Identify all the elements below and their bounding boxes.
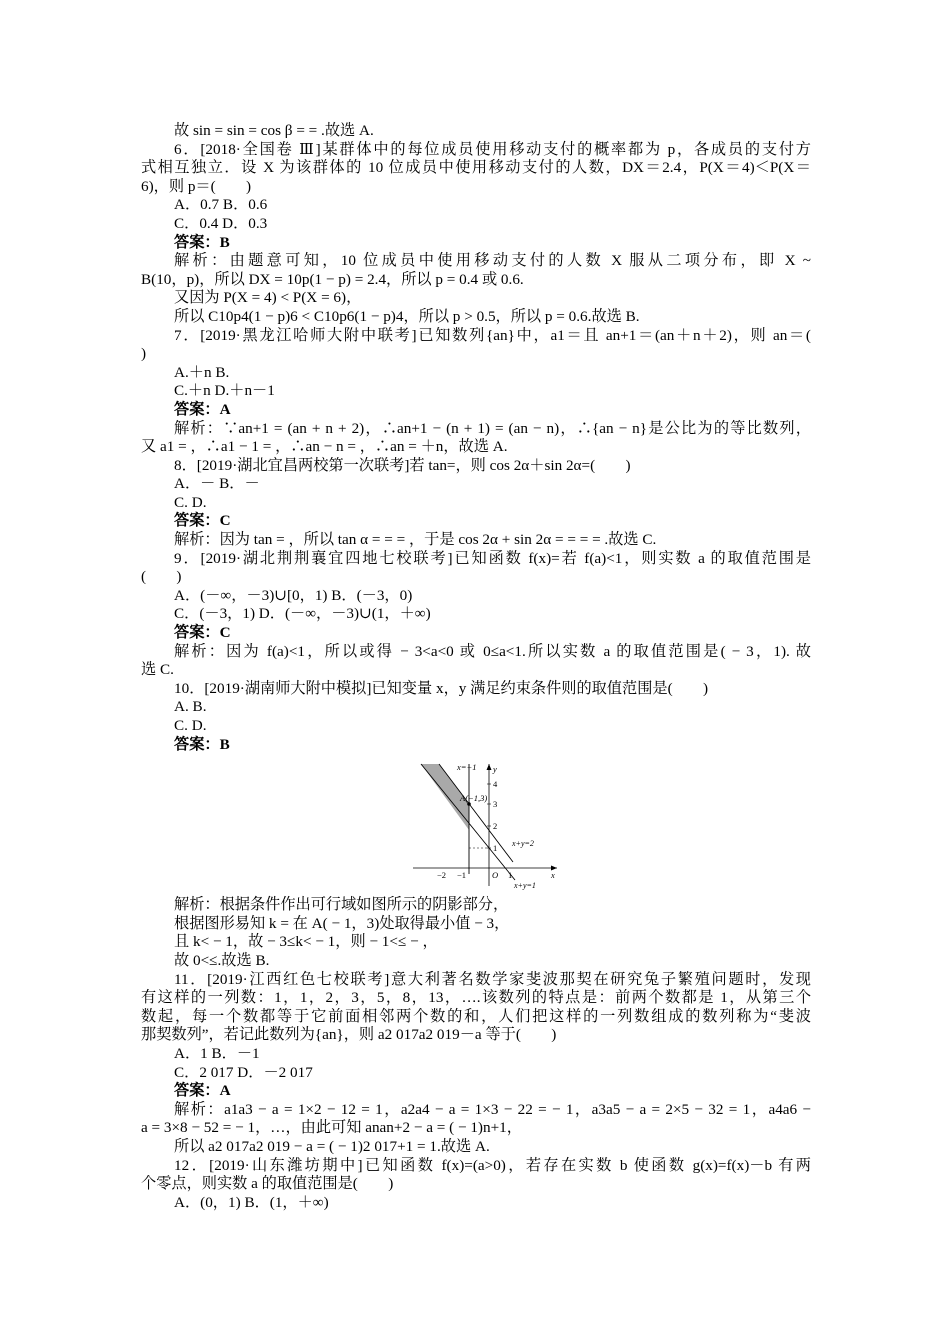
x-axis-label: x	[551, 870, 555, 881]
analysis-line: 解析：∵an+1 = (an + n + 2)，∴an+1 − (n + 1) = (an − n)，∴{an − n}是公比为的等比数列，	[174, 419, 811, 437]
text-line: 根据图形易知 k = 在 A( − 1，3)处取得最小值 − 3，	[174, 914, 510, 932]
y-tick-label: 1	[493, 843, 498, 854]
y-tick-label: 3	[493, 799, 498, 810]
option-line: A．0.7 B．0.6	[174, 196, 268, 214]
option-line: A．(0，1) B．(1，＋∞)	[174, 1193, 329, 1211]
text-line: 式相互独立．设 X 为该群体的 10 位成员中使用移动支付的人数，DX＝2.4，P(X＝4)＜P(X＝	[141, 159, 811, 177]
text-line: 那契数列”，若记此数列为{an}，则 a2 017a2 019－a 等于( )	[141, 1026, 557, 1044]
option-line: C. D.	[174, 493, 207, 511]
y-tick-label: 2	[493, 821, 498, 832]
text-line: 故 0<≤.故选 B.	[174, 951, 270, 969]
analysis-line: 解析：因为 f(a)<1，所以或得 − 3<a<0 或 0≤a<1.所以实数 a 的取值范围是( − 3，1). 故	[174, 642, 811, 660]
option-line: C．0.4 D．0.3	[174, 214, 268, 232]
y-axis-label: y	[493, 764, 497, 775]
question-7-stem: 7．[2019·黑龙江哈师大附中联考]已知数列{an}中，a1＝且 an+1＝(an＋n＋2)，则 an＝(	[174, 326, 811, 344]
text-line: 个零点，则实数 a 的取值范围是( )	[141, 1175, 394, 1193]
point-a-label: A(−1,3)	[460, 793, 488, 804]
question-8-stem: 8．[2019·湖北宜昌两校第一次联考]若 tan=，则 cos 2α＋sin 2α=( )	[174, 456, 631, 474]
text-line: 数起，每一个数都等于它前面相邻两个数的和，人们把这样的一列数组成的数列称为“斐波	[141, 1007, 811, 1025]
question-11-stem: 11．[2019·江西红色七校联考]意大利著名数学家斐波那契在研究兔子繁殖问题时，发现	[174, 970, 811, 988]
text-line: 所以 C10p4(1 − p)6 < C10p6(1 − p)4，所以 p > 0.5，所以 p = 0.6.故选 B.	[174, 307, 640, 325]
x-tick-label: 1	[508, 870, 513, 881]
text-line: ( )	[141, 568, 182, 586]
analysis-line: 解析：由题意可知，10 位成员中使用移动支付的人数 X 服从二项分布，即 X ~	[174, 252, 811, 270]
option-line: A.＋n B.	[174, 363, 230, 381]
x-tick-label: −2	[437, 870, 447, 881]
option-line: A．(－∞，－3)∪[0，1) B．(－3，0)	[174, 586, 413, 604]
answer-line: 答案：B	[174, 735, 230, 753]
option-line: C. D.	[174, 717, 207, 734]
text-line: )	[141, 345, 147, 363]
x-eq-label: x=−1	[457, 762, 477, 773]
line-x-plus-y-eq-1	[421, 764, 515, 880]
text-line: 故 sin = sin = cos β = = .故选 A.	[174, 122, 374, 139]
answer-line: 答案：A	[174, 400, 231, 418]
text-line: 所以 a2 017a2 019 − a = ( − 1)2 017+1 = 1.故选 A.	[174, 1137, 490, 1155]
answer-line: 答案：B	[174, 233, 230, 251]
origin-label: O	[492, 870, 499, 881]
option-line: A．－ B．－	[174, 475, 260, 493]
option-line: C．(－3，1) D．(－∞，－3)∪(1，＋∞)	[174, 605, 431, 623]
text-line: 选 C.	[141, 661, 174, 679]
text-line: 又因为 P(X = 4) < P(X = 6)，	[174, 289, 362, 307]
x-tick-label: −1	[457, 870, 467, 881]
text-line: 6)，则 p＝( )	[141, 177, 252, 195]
text-line: B(10，p)，所以 DX = 10p(1 − p) = 2.4，所以 p = 0.4 或 0.6.	[141, 270, 524, 288]
text-line: 且 k< − 1，故 − 3≤k< − 1，则 − 1<≤ − ，	[174, 933, 438, 951]
option-line: A. B.	[174, 698, 207, 716]
document-page	[141, 122, 811, 1212]
line-label-1: x+y=1	[514, 881, 536, 891]
answer-line: 答案：A	[174, 1082, 231, 1100]
y-arrow	[487, 764, 492, 770]
line-label-2: x+y=2	[512, 839, 534, 849]
y-tick-label: 4	[493, 779, 498, 790]
option-line: A．1 B．－1	[174, 1044, 260, 1062]
question-12-stem: 12．[2019·山东潍坊期中]已知函数 f(x)=(a>0)，若存在实数 b 使函数 g(x)=f(x)－b 有两	[174, 1156, 811, 1174]
text-line: a = 3×8 − 52 = − 1，…，由此可知 anan+2 − a = ( − 1)n+1，	[141, 1119, 522, 1137]
question-10-stem: 10．[2019·湖南师大附中模拟]已知变量 x，y 满足约束条件则的取值范围是( )	[174, 679, 709, 697]
analysis-line: 解析：a1a3 − a = 1×2 − 12 = 1，a2a4 − a = 1×3 − 22 = − 1，a3a5 − a = 2×5 − 32 = 1，a4a6 −	[174, 1100, 811, 1118]
line-x-plus-y-eq-2	[439, 764, 513, 862]
feasible-region-figure	[411, 760, 561, 892]
text-line: 有这样的一列数：1，1，2，3，5，8，13，….该数列的特点是：前两个数都是 1，从第三个	[141, 989, 811, 1007]
analysis-line: 解析：根据条件作出可行域如图所示的阴影部分，	[174, 896, 509, 914]
answer-line: 答案：C	[174, 624, 231, 642]
question-9-stem: 9．[2019·湖北荆荆襄宜四地七校联考]已知函数 f(x)=若 f(a)<1，则实数 a 的取值范围是	[174, 549, 811, 567]
option-line: C．2 017 D．－2 017	[174, 1063, 313, 1081]
question-6-stem: 6．[2018·全国卷 Ⅲ]某群体中的每位成员使用移动支付的概率都为 p，各成员的支付方	[174, 140, 811, 158]
text-line: 又 a1 = ，∴a1 − 1 = ，∴an − n = ，∴an = ＋n，故选 A.	[141, 438, 508, 456]
answer-line: 答案：C	[174, 512, 231, 530]
analysis-line: 解析：因为 tan = ，所以 tan α = = = ，于是 cos 2α + sin 2α = = = = .故选 C.	[174, 531, 657, 549]
option-line: C.＋n D.＋n－1	[174, 382, 275, 400]
